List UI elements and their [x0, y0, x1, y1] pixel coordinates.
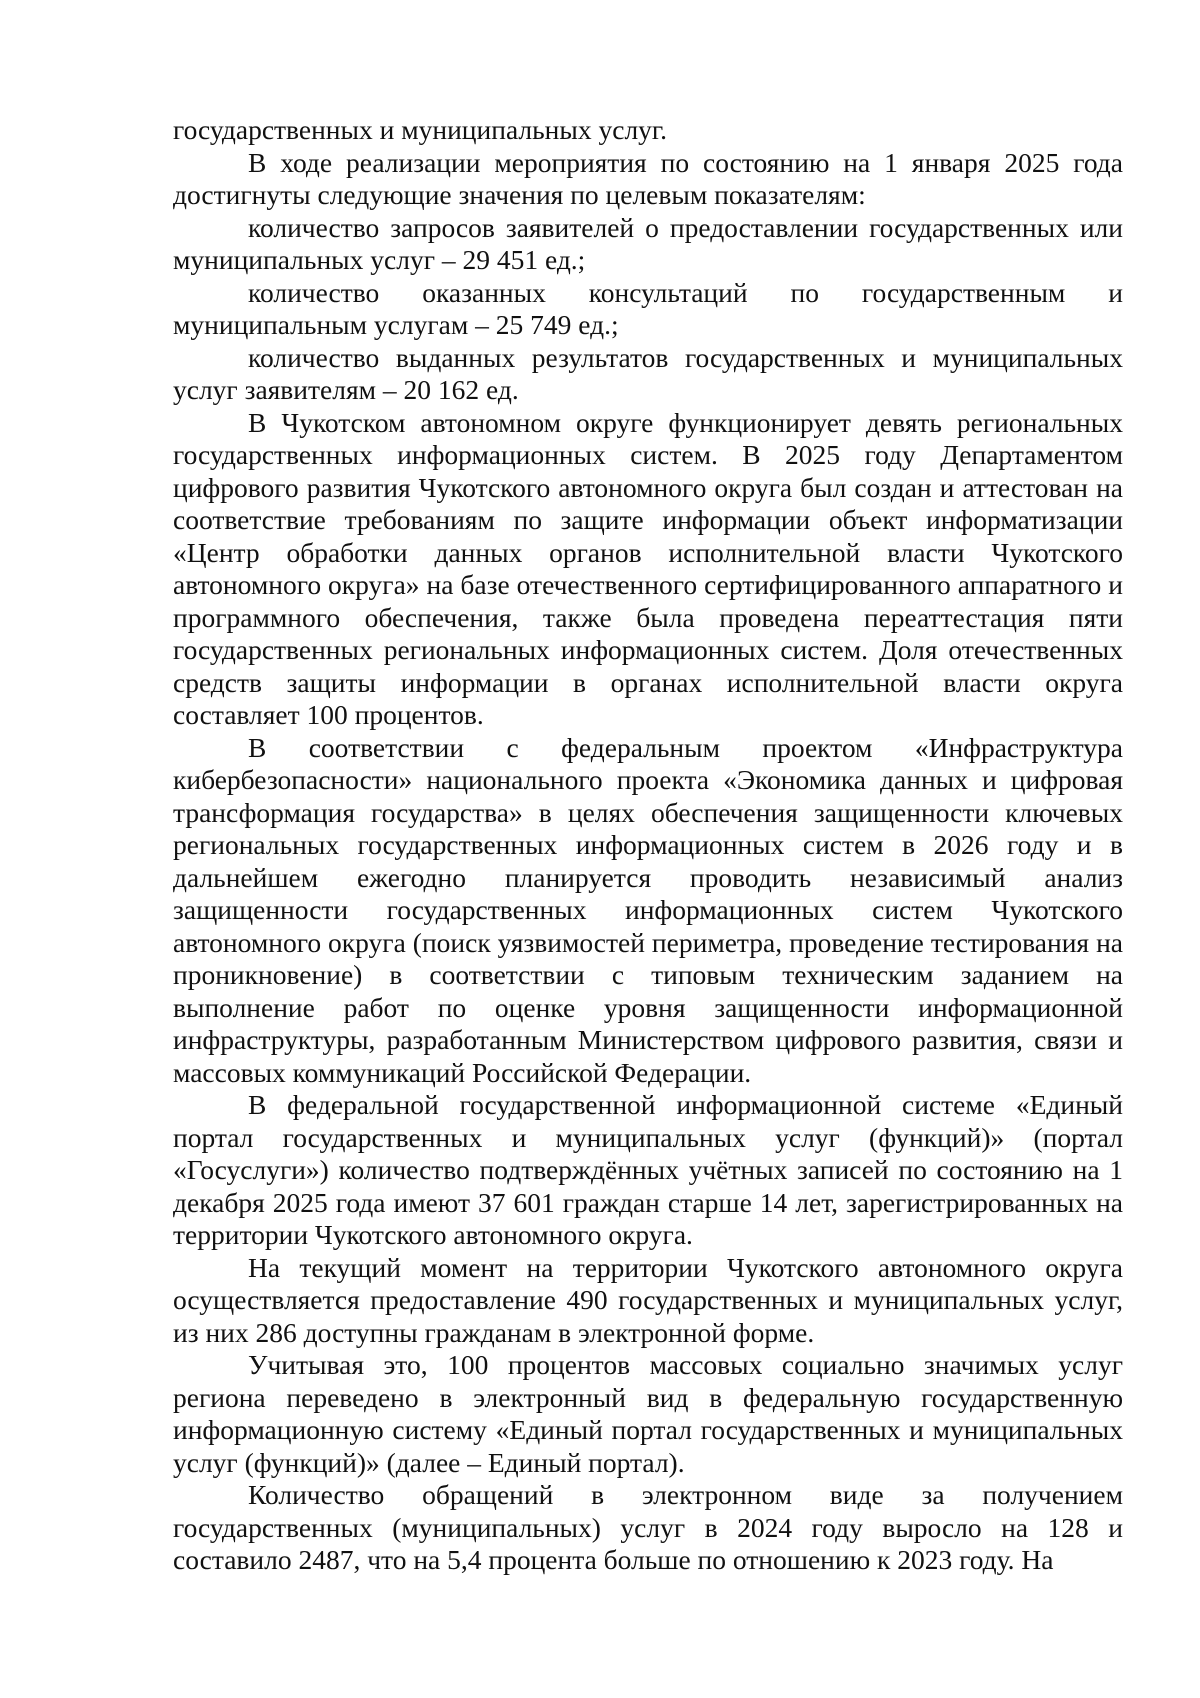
paragraph-electronic-services: Учитывая это, 100 процентов массовых социально значимых услуг региона переведено в электронный вид в федеральную государственную информационную систему «Единый портал государственных и муниципальных услуг (функций)» (далее – Единый портал). — [173, 1349, 1123, 1478]
paragraph-indicator-requests: количество запросов заявителей о предоставлении государственных или муниципальных услуг – 29 451 ед.; — [173, 211, 1123, 275]
paragraph-indicator-consultations: количество оказанных консультаций по государственным и муниципальным услугам – 25 749 ед.; — [173, 276, 1123, 340]
paragraph-indicator-results: количество выданных результатов государственных и муниципальных услуг заявителям – 20 162 ед. — [173, 341, 1123, 405]
paragraph-electronic-requests: Количество обращений в электронном виде за получением государственных (муниципальных) услуг в 2024 году выросло на 128 и составило 2487, что на 5,4 процента больше по отношению к 2023 году. На — [173, 1479, 1123, 1575]
paragraph-information-systems: В Чукотском автономном округе функционирует девять региональных государственных информационных систем. В 2025 году Департаментом цифрового развития Чукотского автономного округа был создан и аттестован на соответствие требованиям по защите информации объект информатизации «Центр обработки данных органов исполнительной власти Чукотского автономного округа» на базе отечественного сертифицированного аппаратного и программного обеспечения, также была проведена переаттестация пяти государственных региональных информационных систем. Доля отечественных средств защиты информации в органах исполнительной власти округа составляет 100 процентов. — [173, 406, 1123, 730]
paragraph-services-count: На текущий момент на территории Чукотского автономного округа осуществляется предоставление 490 государственных и муниципальных услуг, из них 286 доступны гражданам в электронной форме. — [173, 1251, 1123, 1348]
paragraph-cybersecurity: В соответствии с федеральным проектом «Инфраструктура кибербезопасности» национального проекта «Экономика данных и цифровая трансформация государства» в целях обеспечения защищенности ключевых региональных государственных информационных систем в 2026 году и в дальнейшем ежегодно планируется проводить независимый анализ защищенности государственных информационных систем Чукотского автономного округа (поиск уязвимостей периметра, проведение тестирования на проникновение) в соответствии с типовым техническим заданием на выполнение работ по оценке уровня защищенности информационной инфраструктуры, разработанным Министерством цифрового развития, связи и массовых коммуникаций Российской Федерации. — [173, 731, 1123, 1088]
document-page — [173, 114, 1123, 1577]
paragraph-indicators-intro: В ходе реализации мероприятия по состоянию на 1 января 2025 года достигнуты следующие значения по целевым показателям: — [173, 146, 1123, 210]
paragraph-continuation: государственных и муниципальных услуг. — [173, 114, 667, 145]
paragraph-gosuslugi-accounts: В федеральной государственной информационной системе «Единый портал государственных и муниципальных услуг (функций)» (портал «Госуслуги») количество подтверждённых учётных записей по состоянию на 1 декабря 2025 года имеют 37 601 граждан старше 14 лет, зарегистрированных на территории Чукотского автономного округа. — [173, 1089, 1123, 1250]
